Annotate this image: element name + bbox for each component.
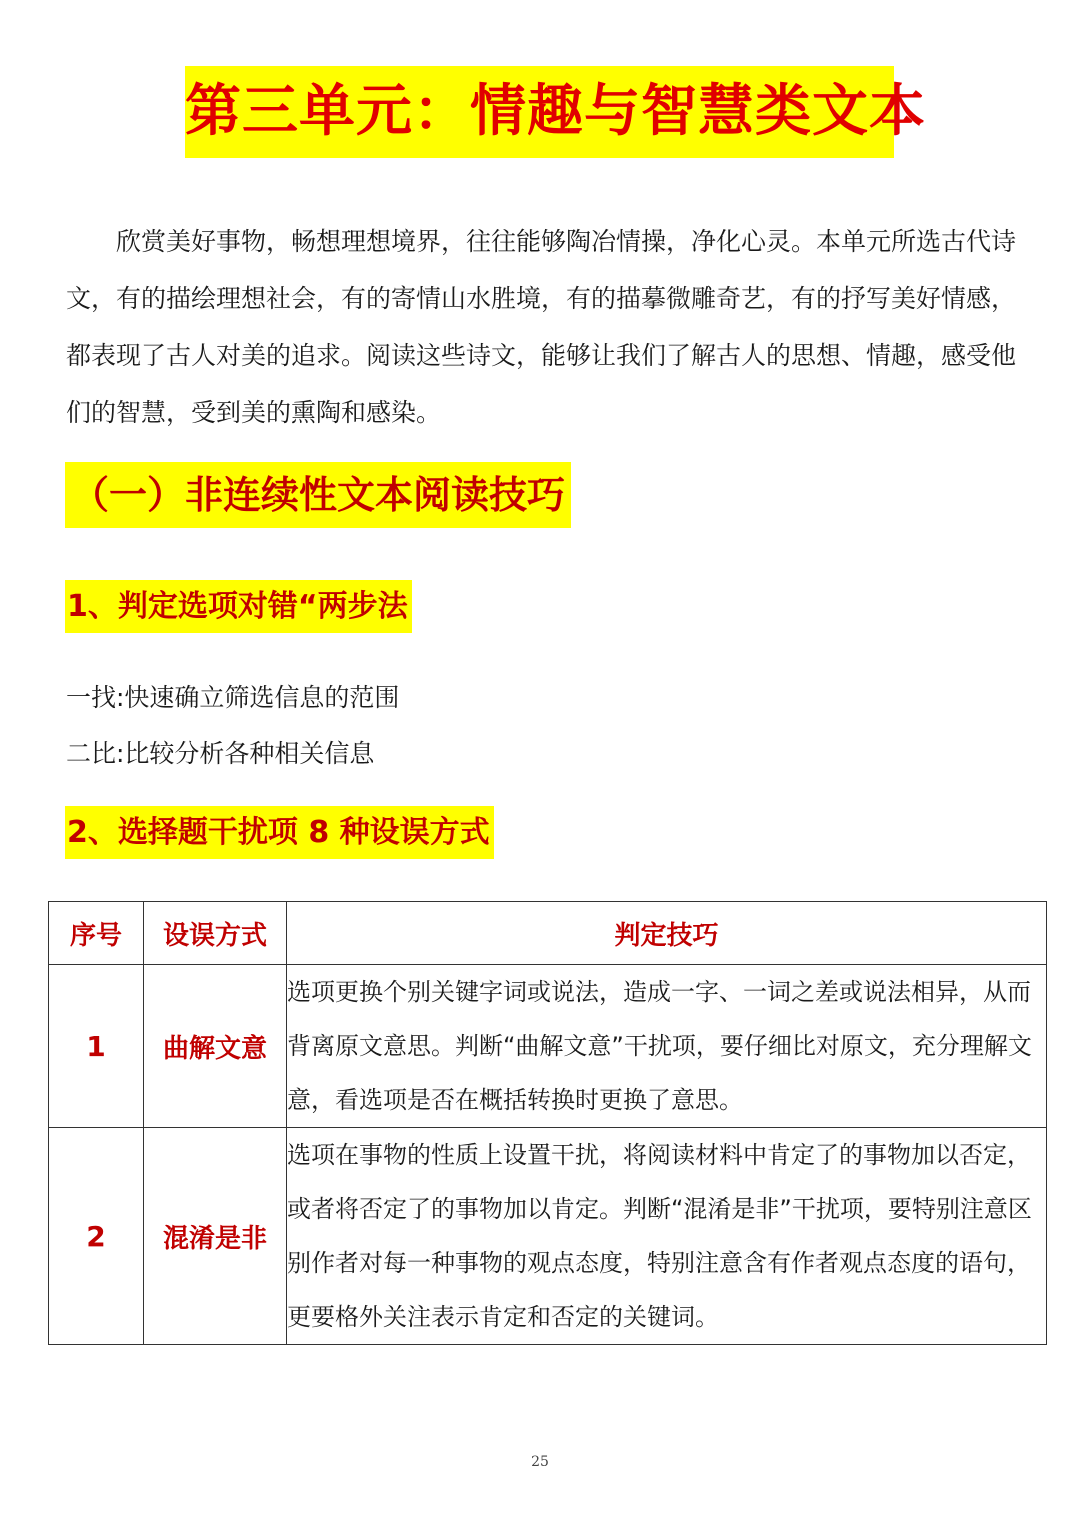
section-heading: （一）非连续性文本阅读技巧 [65,462,571,528]
page-title: 第三单元：情趣与智慧类文本 [185,66,894,158]
header-number: 序号 [49,902,144,965]
step-find: 一找:快速确立筛选信息的范围 [66,683,400,712]
table-row [49,1128,1047,1345]
row-number: 1 [49,965,144,1128]
page-number: 25 [531,1454,549,1470]
header-method: 设误方式 [144,902,287,965]
row-method: 曲解文意 [144,965,287,1128]
row-method: 混淆是非 [144,1128,287,1345]
subsection-heading-two-step-method: 1、判定选项对错“两步法 [65,580,412,633]
intro-paragraph: 欣赏美好事物，畅想理想境界，往往能够陶冶情操，净化心灵。本单元所选古代诗文，有的描绘理想社会，有的寄情山水胜境，有的描摹微雕奇艺，有的抒写美好情感，都表现了古人对美的追求。阅读这些诗文，能够让我们了解古人的思想、情趣，感受他们的智慧，受到美的熏陶和感染。 [66,227,1017,427]
header-tip: 判定技巧 [287,902,1047,965]
step-compare: 二比:比较分析各种相关信息 [66,739,375,768]
row-tip: 选项在事物的性质上设置干扰，将阅读材料中肯定了的事物加以否定，或者将否定了的事物加以肯定。判断“混淆是非”干扰项，要特别注意区别作者对每一种事物的观点态度，特别注意含有作者观点态度的语句，更要格外关注表示肯定和否定的关键词。 [287,1128,1047,1345]
error-types-table [48,901,1047,1345]
table-row [49,965,1047,1128]
row-number: 2 [49,1128,144,1345]
table-header-row [49,902,1047,965]
row-tip: 选项更换个别关键字词或说法，造成一字、一词之差或说法相异，从而背离原文意思。判断“曲解文意”干扰项，要仔细比对原文，充分理解文意，看选项是否在概括转换时更换了意思。 [287,965,1047,1128]
subsection-heading-error-types: 2、选择题干扰项 8 种设误方式 [65,806,494,859]
